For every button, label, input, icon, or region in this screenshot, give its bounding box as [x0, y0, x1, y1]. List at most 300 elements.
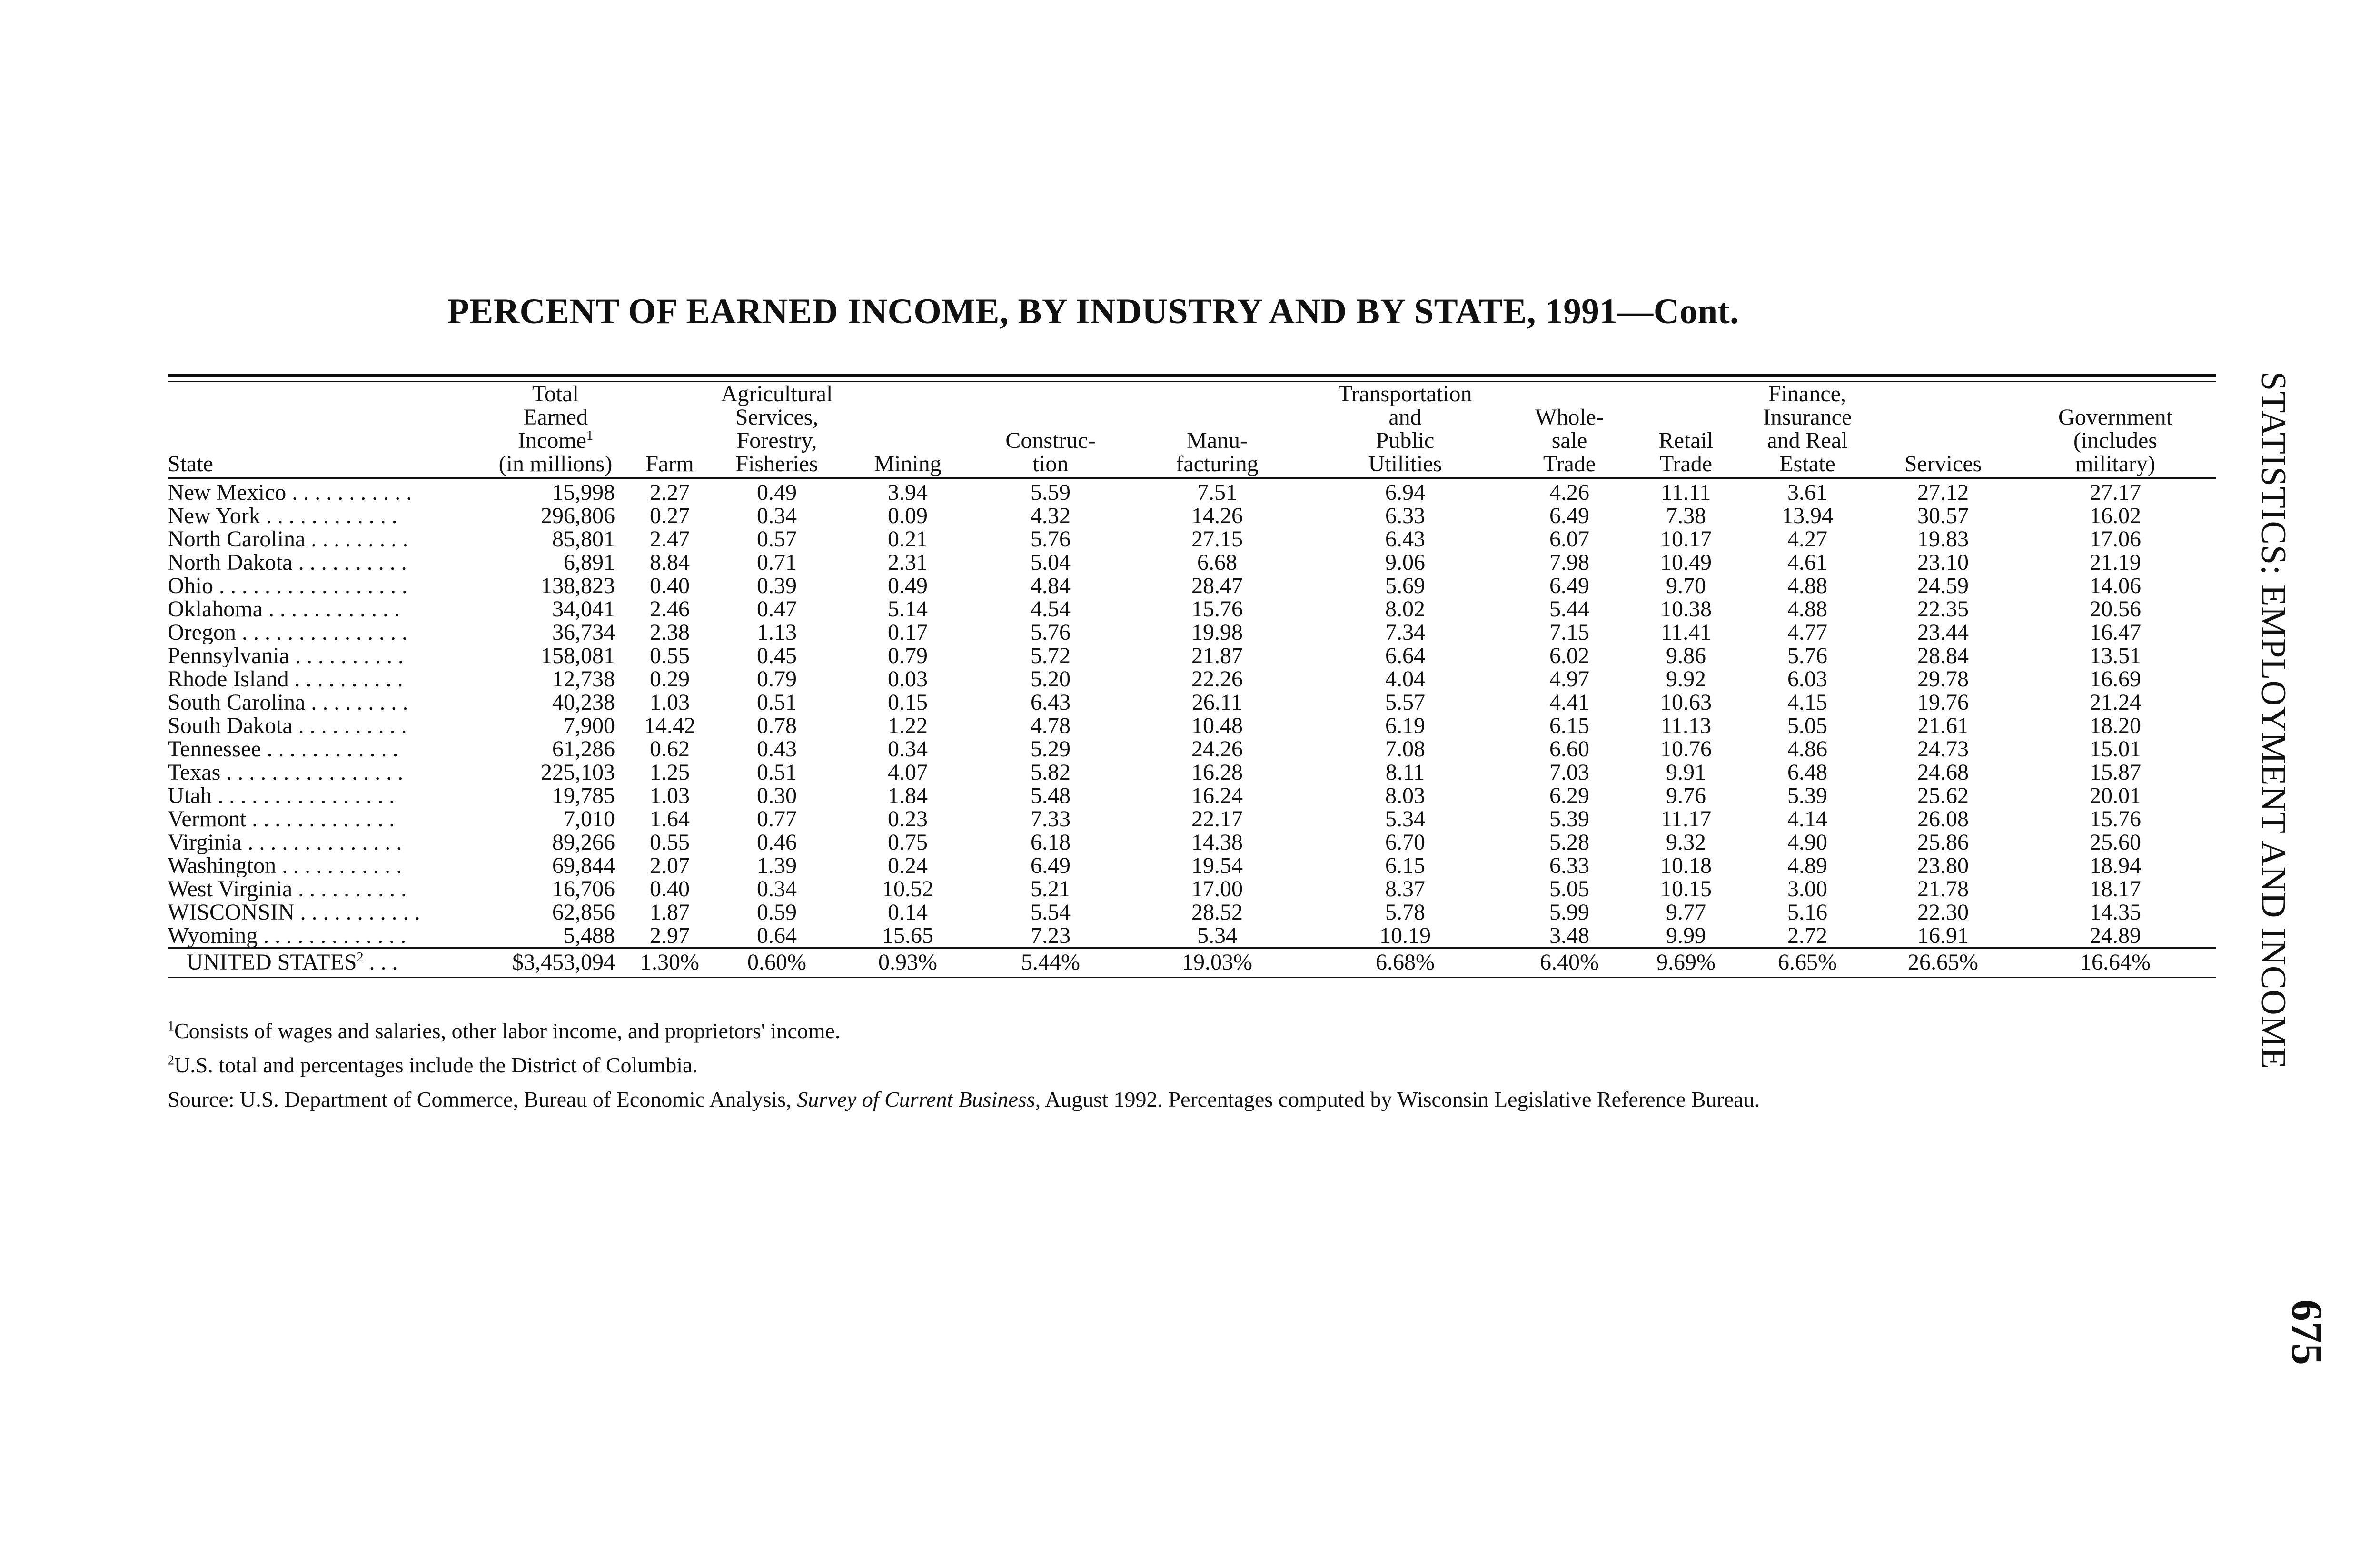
table-row	[168, 621, 2216, 644]
percent-cell: 24.68	[1917, 760, 1969, 785]
header-manufacturing: Manu- facturing	[1176, 428, 1259, 476]
source-note: Source: U.S. Department of Commerce, Bureau of Economic Analysis, Survey of Current Business, August 1992. Percentages computed by Wisconsin Legislative Reference Bureau.	[168, 1087, 1760, 1111]
percent-cell: 6.49	[1549, 573, 1589, 598]
percent-cell: 27.12	[1917, 480, 1969, 505]
total-income-cell: 34,041	[552, 596, 615, 622]
percent-cell: 6.70	[1385, 830, 1425, 855]
percent-cell: 25.62	[1917, 783, 1969, 808]
percent-cell: 21.78	[1917, 876, 1969, 902]
percent-cell: 8.84	[650, 550, 690, 575]
total-income-cell: 19,785	[552, 783, 615, 808]
percent-cell: 0.55	[650, 830, 690, 855]
percent-cell: 10.76	[1660, 736, 1712, 762]
percent-cell: 4.61	[1787, 550, 1827, 575]
table-row	[168, 831, 2216, 854]
percent-cell: 14.42	[644, 713, 695, 738]
percent-cell: 10.15	[1660, 876, 1712, 902]
percent-cell: 9.06	[1385, 550, 1425, 575]
percent-cell: 25.60	[2090, 830, 2141, 855]
percent-cell: 1.39	[757, 853, 797, 878]
table-row	[168, 807, 2216, 831]
percent-cell: 4.89	[1787, 853, 1827, 878]
percent-cell: 5.05	[1549, 876, 1589, 902]
percent-cell: 5.34	[1385, 806, 1425, 832]
percent-cell: 0.15	[888, 690, 928, 715]
income-by-industry-table	[168, 382, 2216, 978]
income-table-container	[168, 374, 2216, 978]
state-name-cell: North Dakota . . . . . . . . . .	[168, 551, 407, 574]
percent-cell: 5.76	[1031, 526, 1071, 552]
percent-cell: 9.77	[1666, 900, 1706, 925]
percent-cell: 6.15	[1385, 853, 1425, 878]
percent-cell: 16.28	[1191, 760, 1243, 785]
total-income-cell: 225,103	[541, 760, 615, 785]
percent-cell: 6.68	[1197, 550, 1237, 575]
percent-cell: 5.20	[1031, 666, 1071, 692]
percent-cell: 5.16	[1787, 900, 1827, 925]
percent-cell: 0.03	[888, 666, 928, 692]
state-name-cell: Utah . . . . . . . . . . . . . . . .	[168, 784, 395, 807]
percent-cell: 0.09	[888, 503, 928, 528]
percent-cell: 9.32	[1666, 830, 1706, 855]
total-row-label: UNITED STATES$^2$ . . .	[187, 950, 398, 975]
percent-cell: 0.27	[650, 503, 690, 528]
footnotes	[168, 1014, 2262, 1117]
percent-cell: 29.78	[1917, 666, 1969, 692]
total-income-cell: 158,081	[541, 643, 615, 668]
percent-cell: 16.47	[2090, 620, 2141, 645]
percent-cell: 19.54	[1191, 853, 1243, 878]
total-income-cell: 138,823	[541, 573, 615, 598]
percent-cell: 7.34	[1385, 620, 1425, 645]
percent-cell: 9.70	[1666, 573, 1706, 598]
state-name-cell: Ohio . . . . . . . . . . . . . . . . .	[168, 574, 407, 597]
percent-cell: 1.25	[650, 760, 690, 785]
percent-cell: 16.69	[2090, 666, 2141, 692]
percent-cell: 28.52	[1191, 900, 1243, 925]
table-row	[168, 551, 2216, 574]
percent-cell: 2.07	[650, 853, 690, 878]
percent-cell: 0.49	[888, 573, 928, 598]
percent-cell: 4.54	[1031, 596, 1071, 622]
percent-cell: 1.03	[650, 783, 690, 808]
percent-cell: 10.63	[1660, 690, 1712, 715]
total-value: 1.30%	[640, 950, 699, 975]
percent-cell: 1.64	[650, 806, 690, 832]
percent-cell: 6.07	[1549, 526, 1589, 552]
percent-cell: 6.48	[1787, 760, 1827, 785]
percent-cell: 0.78	[757, 713, 797, 738]
percent-cell: 22.17	[1191, 806, 1243, 832]
percent-cell: 4.14	[1787, 806, 1827, 832]
percent-cell: 2.38	[650, 620, 690, 645]
state-name-cell: New York . . . . . . . . . . . .	[168, 504, 397, 527]
table-row	[168, 644, 2216, 667]
percent-cell: 18.17	[2090, 876, 2141, 902]
percent-cell: 0.55	[650, 643, 690, 668]
total-row-united-states	[168, 948, 2216, 978]
percent-cell: 28.47	[1191, 573, 1243, 598]
table-row	[168, 597, 2216, 621]
percent-cell: 15.87	[2090, 760, 2141, 785]
percent-cell: 10.52	[882, 876, 933, 902]
header-finance: Finance, Insurance and Real Estate	[1763, 381, 1852, 476]
total-income-cell: 62,856	[552, 900, 615, 925]
state-name-cell: Vermont . . . . . . . . . . . . .	[168, 807, 395, 831]
percent-cell: 0.49	[757, 480, 797, 505]
percent-cell: 0.34	[757, 503, 797, 528]
state-name-cell: Washington . . . . . . . . . . .	[168, 854, 402, 877]
percent-cell: 30.57	[1917, 503, 1969, 528]
state-name-cell: Rhode Island . . . . . . . . . .	[168, 667, 403, 691]
percent-cell: 7.03	[1549, 760, 1589, 785]
percent-cell: 0.14	[888, 900, 928, 925]
percent-cell: 5.34	[1197, 923, 1237, 948]
percent-cell: 6.29	[1549, 783, 1589, 808]
percent-cell: 5.69	[1385, 573, 1425, 598]
percent-cell: 5.82	[1031, 760, 1071, 785]
percent-cell: 7.15	[1549, 620, 1589, 645]
table-row	[168, 504, 2216, 527]
total-income-cell: 85,801	[552, 526, 615, 552]
percent-cell: 16.91	[1917, 923, 1969, 948]
percent-cell: 4.15	[1787, 690, 1827, 715]
percent-cell: 3.61	[1787, 480, 1827, 505]
table-row	[168, 691, 2216, 714]
percent-cell: 0.17	[888, 620, 928, 645]
percent-cell: 9.92	[1666, 666, 1706, 692]
percent-cell: 23.80	[1917, 853, 1969, 878]
percent-cell: 2.47	[650, 526, 690, 552]
percent-cell: 5.39	[1787, 783, 1827, 808]
percent-cell: 14.26	[1191, 503, 1243, 528]
percent-cell: 28.84	[1917, 643, 1969, 668]
footnote-marker-2: 2	[357, 950, 364, 965]
percent-cell: 8.37	[1385, 876, 1425, 902]
state-name-cell: Pennsylvania . . . . . . . . . .	[168, 644, 404, 667]
header-total-earned-income: Total Earned Income$^1$ (in millions)	[498, 381, 613, 476]
percent-cell: 24.59	[1917, 573, 1969, 598]
percent-cell: 19.76	[1917, 690, 1969, 715]
header-services: Services	[1904, 451, 1982, 476]
state-name-cell: South Dakota . . . . . . . . . .	[168, 714, 407, 737]
state-name-cell: Oklahoma . . . . . . . . . . . .	[168, 597, 400, 621]
state-name-cell: Tennessee . . . . . . . . . . . .	[168, 737, 398, 761]
footnote-1: $^1$Consists of wages and salaries, other labor income, and proprietors' income.	[168, 1019, 841, 1043]
table-row	[168, 761, 2216, 784]
table-row	[168, 737, 2216, 761]
total-value: 6.40%	[1540, 950, 1599, 975]
percent-cell: 6.43	[1385, 526, 1425, 552]
percent-cell: 7.33	[1031, 806, 1071, 832]
total-value: 0.93%	[878, 950, 937, 975]
percent-cell: 6.02	[1549, 643, 1589, 668]
total-income-cell: 6,891	[564, 550, 615, 575]
percent-cell: 24.26	[1191, 736, 1243, 762]
percent-cell: 6.15	[1549, 713, 1589, 738]
percent-cell: 6.03	[1787, 666, 1827, 692]
percent-cell: 4.78	[1031, 713, 1071, 738]
percent-cell: 4.27	[1787, 526, 1827, 552]
table-row	[168, 667, 2216, 691]
percent-cell: 26.11	[1191, 690, 1243, 715]
state-name-cell: Oregon . . . . . . . . . . . . . . .	[168, 621, 407, 644]
state-name-cell: West Virginia . . . . . . . . . .	[168, 877, 407, 901]
percent-cell: 2.72	[1787, 923, 1827, 948]
page-title: PERCENT OF EARNED INCOME, BY INDUSTRY AND BY STATE, 1991—Cont.	[447, 292, 1739, 331]
total-value: 9.69%	[1656, 950, 1716, 975]
percent-cell: 5.39	[1549, 806, 1589, 832]
header-farm: Farm	[645, 451, 694, 476]
total-income-cell: 36,734	[552, 620, 615, 645]
side-running-header: STATISTICS: EMPLOYMENT AND INCOME	[2254, 371, 2293, 1070]
table-top-rule	[168, 374, 2216, 377]
percent-cell: 2.46	[650, 596, 690, 622]
percent-cell: 3.00	[1787, 876, 1827, 902]
percent-cell: 0.46	[757, 830, 797, 855]
percent-cell: 4.41	[1549, 690, 1589, 715]
table-header-row	[168, 382, 2216, 478]
percent-cell: 4.90	[1787, 830, 1827, 855]
percent-cell: 27.15	[1191, 526, 1243, 552]
percent-cell: 5.04	[1031, 550, 1071, 575]
state-name-cell: New Mexico . . . . . . . . . . .	[168, 480, 412, 504]
percent-cell: 14.35	[2090, 900, 2141, 925]
percent-cell: 5.78	[1385, 900, 1425, 925]
percent-cell: 25.86	[1917, 830, 1969, 855]
percent-cell: 20.56	[2090, 596, 2141, 622]
footnote-marker-1: 1	[586, 428, 593, 443]
total-income-cell: 296,806	[541, 503, 615, 528]
state-name-cell: WISCONSIN . . . . . . . . . . .	[168, 901, 420, 924]
header-ag-services: Agricultural Services, Forestry, Fisheries	[721, 381, 833, 476]
percent-cell: 4.04	[1385, 666, 1425, 692]
percent-cell: 18.94	[2090, 853, 2141, 878]
percent-cell: 9.99	[1666, 923, 1706, 948]
percent-cell: 0.51	[757, 760, 797, 785]
total-value: 16.64%	[2080, 950, 2151, 975]
percent-cell: 10.19	[1379, 923, 1431, 948]
percent-cell: 16.02	[2090, 503, 2141, 528]
percent-cell: 0.24	[888, 853, 928, 878]
percent-cell: 27.17	[2090, 480, 2141, 505]
percent-cell: 0.75	[888, 830, 928, 855]
total-value: $3,453,094	[512, 950, 615, 975]
percent-cell: 0.51	[757, 690, 797, 715]
total-income-cell: 16,706	[552, 876, 615, 902]
percent-cell: 9.86	[1666, 643, 1706, 668]
percent-cell: 10.18	[1660, 853, 1712, 878]
table-row	[168, 784, 2216, 807]
percent-cell: 8.03	[1385, 783, 1425, 808]
table-row	[168, 527, 2216, 551]
total-income-cell: 89,266	[552, 830, 615, 855]
percent-cell: 5.76	[1031, 620, 1071, 645]
percent-cell: 19.83	[1917, 526, 1969, 552]
percent-cell: 23.44	[1917, 620, 1969, 645]
percent-cell: 4.84	[1031, 573, 1071, 598]
percent-cell: 0.40	[650, 876, 690, 902]
percent-cell: 7.08	[1385, 736, 1425, 762]
percent-cell: 6.49	[1031, 853, 1071, 878]
percent-cell: 5.44	[1549, 596, 1589, 622]
percent-cell: 11.11	[1661, 480, 1711, 505]
table-row	[168, 574, 2216, 597]
percent-cell: 0.62	[650, 736, 690, 762]
percent-cell: 10.38	[1660, 596, 1712, 622]
percent-cell: 11.17	[1660, 806, 1712, 832]
percent-cell: 3.48	[1549, 923, 1589, 948]
percent-cell: 0.57	[757, 526, 797, 552]
percent-cell: 7.98	[1549, 550, 1589, 575]
header-government: Government (includes military)	[2058, 405, 2172, 476]
table-body	[168, 478, 2216, 948]
percent-cell: 13.94	[1782, 503, 1833, 528]
percent-cell: 22.35	[1917, 596, 1969, 622]
percent-cell: 0.29	[650, 666, 690, 692]
percent-cell: 8.02	[1385, 596, 1425, 622]
percent-cell: 6.60	[1549, 736, 1589, 762]
percent-cell: 5.48	[1031, 783, 1071, 808]
percent-cell: 21.87	[1191, 643, 1243, 668]
percent-cell: 21.24	[2090, 690, 2141, 715]
percent-cell: 3.94	[888, 480, 928, 505]
table-row	[168, 854, 2216, 877]
percent-cell: 5.99	[1549, 900, 1589, 925]
percent-cell: 4.86	[1787, 736, 1827, 762]
percent-cell: 0.47	[757, 596, 797, 622]
percent-cell: 1.84	[888, 783, 928, 808]
percent-cell: 0.39	[757, 573, 797, 598]
percent-cell: 15.01	[2090, 736, 2141, 762]
percent-cell: 15.76	[2090, 806, 2141, 832]
state-name-cell: Virginia . . . . . . . . . . . . . .	[168, 831, 402, 854]
total-value: 0.60%	[747, 950, 806, 975]
total-income-cell: 5,488	[564, 923, 615, 948]
state-name-cell: North Carolina . . . . . . . . .	[168, 527, 408, 551]
percent-cell: 1.03	[650, 690, 690, 715]
percent-cell: 20.01	[2090, 783, 2141, 808]
percent-cell: 17.00	[1191, 876, 1243, 902]
table-row	[168, 901, 2216, 924]
percent-cell: 5.72	[1031, 643, 1071, 668]
table-row	[168, 478, 2216, 505]
percent-cell: 6.33	[1385, 503, 1425, 528]
total-value: 19.03%	[1182, 950, 1252, 975]
percent-cell: 5.21	[1031, 876, 1071, 902]
percent-cell: 19.98	[1191, 620, 1243, 645]
percent-cell: 18.20	[2090, 713, 2141, 738]
percent-cell: 0.79	[757, 666, 797, 692]
percent-cell: 2.27	[650, 480, 690, 505]
percent-cell: 2.31	[888, 550, 928, 575]
table-row	[168, 877, 2216, 901]
percent-cell: 24.89	[2090, 923, 2141, 948]
total-income-cell: 61,286	[552, 736, 615, 762]
percent-cell: 0.40	[650, 573, 690, 598]
percent-cell: 10.48	[1191, 713, 1243, 738]
percent-cell: 0.79	[888, 643, 928, 668]
total-income-cell: 7,900	[564, 713, 615, 738]
page-number: 675	[2283, 1299, 2331, 1365]
percent-cell: 6.94	[1385, 480, 1425, 505]
header-mining: Mining	[874, 451, 942, 476]
percent-cell: 5.54	[1031, 900, 1071, 925]
percent-cell: 0.77	[757, 806, 797, 832]
percent-cell: 5.14	[888, 596, 928, 622]
percent-cell: 15.76	[1191, 596, 1243, 622]
percent-cell: 6.49	[1549, 503, 1589, 528]
percent-cell: 4.88	[1787, 573, 1827, 598]
percent-cell: 0.23	[888, 806, 928, 832]
percent-cell: 1.22	[888, 713, 928, 738]
percent-cell: 11.13	[1660, 713, 1712, 738]
percent-cell: 26.08	[1917, 806, 1969, 832]
percent-cell: 14.06	[2090, 573, 2141, 598]
state-name-cell: South Carolina . . . . . . . . .	[168, 691, 408, 714]
percent-cell: 0.21	[888, 526, 928, 552]
footnote-2: $^2$U.S. total and percentages include the District of Columbia.	[168, 1053, 698, 1077]
header-state: State	[168, 451, 213, 476]
header-construction: Construc- tion	[1005, 428, 1096, 476]
percent-cell: 15.65	[882, 923, 933, 948]
percent-cell: 22.30	[1917, 900, 1969, 925]
table-row	[168, 714, 2216, 737]
total-value: 5.44%	[1021, 950, 1080, 975]
percent-cell: 14.38	[1191, 830, 1243, 855]
total-value: 26.65%	[1908, 950, 1978, 975]
percent-cell: 0.34	[757, 876, 797, 902]
percent-cell: 10.49	[1660, 550, 1712, 575]
percent-cell: 9.76	[1666, 783, 1706, 808]
source-publication: Survey of Current Business,	[797, 1087, 1041, 1111]
percent-cell: 9.91	[1666, 760, 1706, 785]
total-value: 6.65%	[1778, 950, 1837, 975]
percent-cell: 6.33	[1549, 853, 1589, 878]
percent-cell: 5.29	[1031, 736, 1071, 762]
percent-cell: 22.26	[1191, 666, 1243, 692]
percent-cell: 5.28	[1549, 830, 1589, 855]
table-row	[168, 924, 2216, 948]
percent-cell: 5.57	[1385, 690, 1425, 715]
percent-cell: 8.11	[1385, 760, 1425, 785]
percent-cell: 16.24	[1191, 783, 1243, 808]
percent-cell: 21.19	[2090, 550, 2141, 575]
total-income-cell: 12,738	[552, 666, 615, 692]
percent-cell: 0.45	[757, 643, 797, 668]
percent-cell: 5.59	[1031, 480, 1071, 505]
percent-cell: 21.61	[1917, 713, 1969, 738]
total-income-cell: 69,844	[552, 853, 615, 878]
percent-cell: 11.41	[1660, 620, 1712, 645]
percent-cell: 4.32	[1031, 503, 1071, 528]
percent-cell: 5.76	[1787, 643, 1827, 668]
percent-cell: 0.71	[757, 550, 797, 575]
header-transportation: Transportation and Public Utilities	[1338, 381, 1472, 476]
percent-cell: 7.23	[1031, 923, 1071, 948]
percent-cell: 4.77	[1787, 620, 1827, 645]
percent-cell: 23.10	[1917, 550, 1969, 575]
percent-cell: 6.43	[1031, 690, 1071, 715]
percent-cell: 7.51	[1197, 480, 1237, 505]
percent-cell: 4.07	[888, 760, 928, 785]
total-income-cell: 7,010	[564, 806, 615, 832]
percent-cell: 6.64	[1385, 643, 1425, 668]
percent-cell: 4.97	[1549, 666, 1589, 692]
percent-cell: 6.18	[1031, 830, 1071, 855]
percent-cell: 0.59	[757, 900, 797, 925]
percent-cell: 13.51	[2090, 643, 2141, 668]
